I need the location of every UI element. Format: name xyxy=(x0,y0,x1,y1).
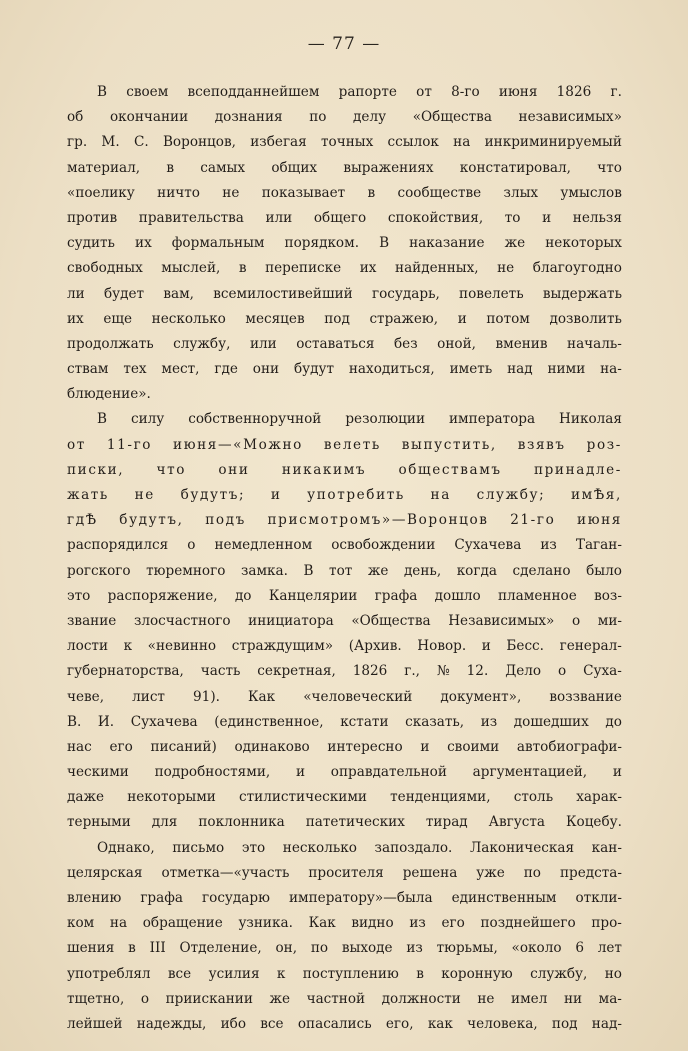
text-line: блюдение». xyxy=(67,386,151,403)
text-line: об окончании дознания по делу «Общества независимых» xyxy=(67,109,622,126)
text-line: их еще несколько месяцев под стражею, и потом дозволить xyxy=(67,310,622,327)
text-line: свободных мыслей, в переписке их найденных, не благоугодно xyxy=(67,260,622,277)
text-line: распорядился о немедленном освобождении Сухачева из Таган- xyxy=(67,537,622,554)
text-line: гр. М. С. Воронцов, избегая точных ссылок на инкриминируемый xyxy=(67,134,622,151)
text-line: лости к «невинно страждущим» (Архив. Новор. и Бесс. генерал- xyxy=(67,638,622,655)
text-line: ческими подробностями, и оправдательной аргументацией, и xyxy=(67,764,622,781)
text-line: ствам тех мест, где они будут находиться, иметь над ними на- xyxy=(67,361,622,378)
page-number: — 77 — xyxy=(307,34,381,54)
text-line: В своем всеподданнейшем рапорте от 8-го июня 1826 г. xyxy=(97,84,622,100)
text-line: употреблял все усилия к поступлению в коронную службу, но xyxy=(67,965,622,982)
text-line: писки, что они никакимъ обществамъ принадле- xyxy=(67,461,622,478)
text-line: влению графа государю императору»—была единственным откли- xyxy=(67,890,622,906)
text-line: против правительства или общего спокойствия, то и нельзя xyxy=(67,209,622,226)
text-line: «поелику ничто не показывает в сообществе злых умыслов xyxy=(67,184,622,201)
text-line: В. И. Сухачева (единственное, кстати сказать, из дошедших до xyxy=(67,713,622,730)
text-line: Однако, письмо это несколько запоздало. Лаконическая кан- xyxy=(97,839,622,856)
text-line: от 11-го июня—«Можно велеть выпустить, взявъ роз- xyxy=(67,436,622,453)
text-line: тщетно, о приискании же частной должности не имел ни ма- xyxy=(67,990,622,1007)
text-line: чеве, лист 91). Как «человеческий документ», воззвание xyxy=(67,688,622,705)
text-line: звание злосчастного инициатора «Общества Независимых» о ми- xyxy=(67,612,622,629)
text-line: шения в III Отделение, он, по выходе из тюрьмы, «около 6 лет xyxy=(67,940,622,957)
text-line: целярская отметка—«участь просителя решена уже по предста- xyxy=(67,864,622,881)
text-line: терными для поклонника патетических тирад Августа Коцебу. xyxy=(67,814,622,831)
text-line: судить их формальным порядком. В наказание же некоторых xyxy=(67,235,622,252)
text-line: продолжать службу, или оставаться без оной, вменив началь- xyxy=(67,335,622,352)
text-line: материал, в самых общих выражениях констатировал, что xyxy=(67,159,622,176)
text-line: губернаторства, часть секретная, 1826 г., № 12. Дело о Суха- xyxy=(67,663,622,680)
text-line: нас его писаний) одинаково интересно и своими автобиографи- xyxy=(67,738,622,755)
body-text xyxy=(67,80,622,1037)
text-line: рогского тюремного замка. В тот же день, когда сделано было xyxy=(67,562,622,579)
text-line: В силу собственноручной резолюции императора Николая xyxy=(97,411,622,428)
text-line: даже некоторыми стилистическими тенденциями, столь харак- xyxy=(67,789,622,806)
text-line: лейшей надежды, ибо все опасались его, как человека, под над- xyxy=(67,1015,622,1032)
text-line: гдѢ будутъ, подъ присмотромъ»—Воронцов 21-го июня xyxy=(67,512,622,529)
text-line: ли будет вам, всемилостивейший государь, повелеть выдержать xyxy=(67,285,622,302)
text-line: жать не будутъ; и употребить на службу; имѢя, xyxy=(67,487,622,503)
text-line: ком на обращение узника. Как видно из его позднейшего про- xyxy=(67,915,622,932)
text-line: это распоряжение, до Канцелярии графа дошло пламенное воз- xyxy=(67,587,622,604)
